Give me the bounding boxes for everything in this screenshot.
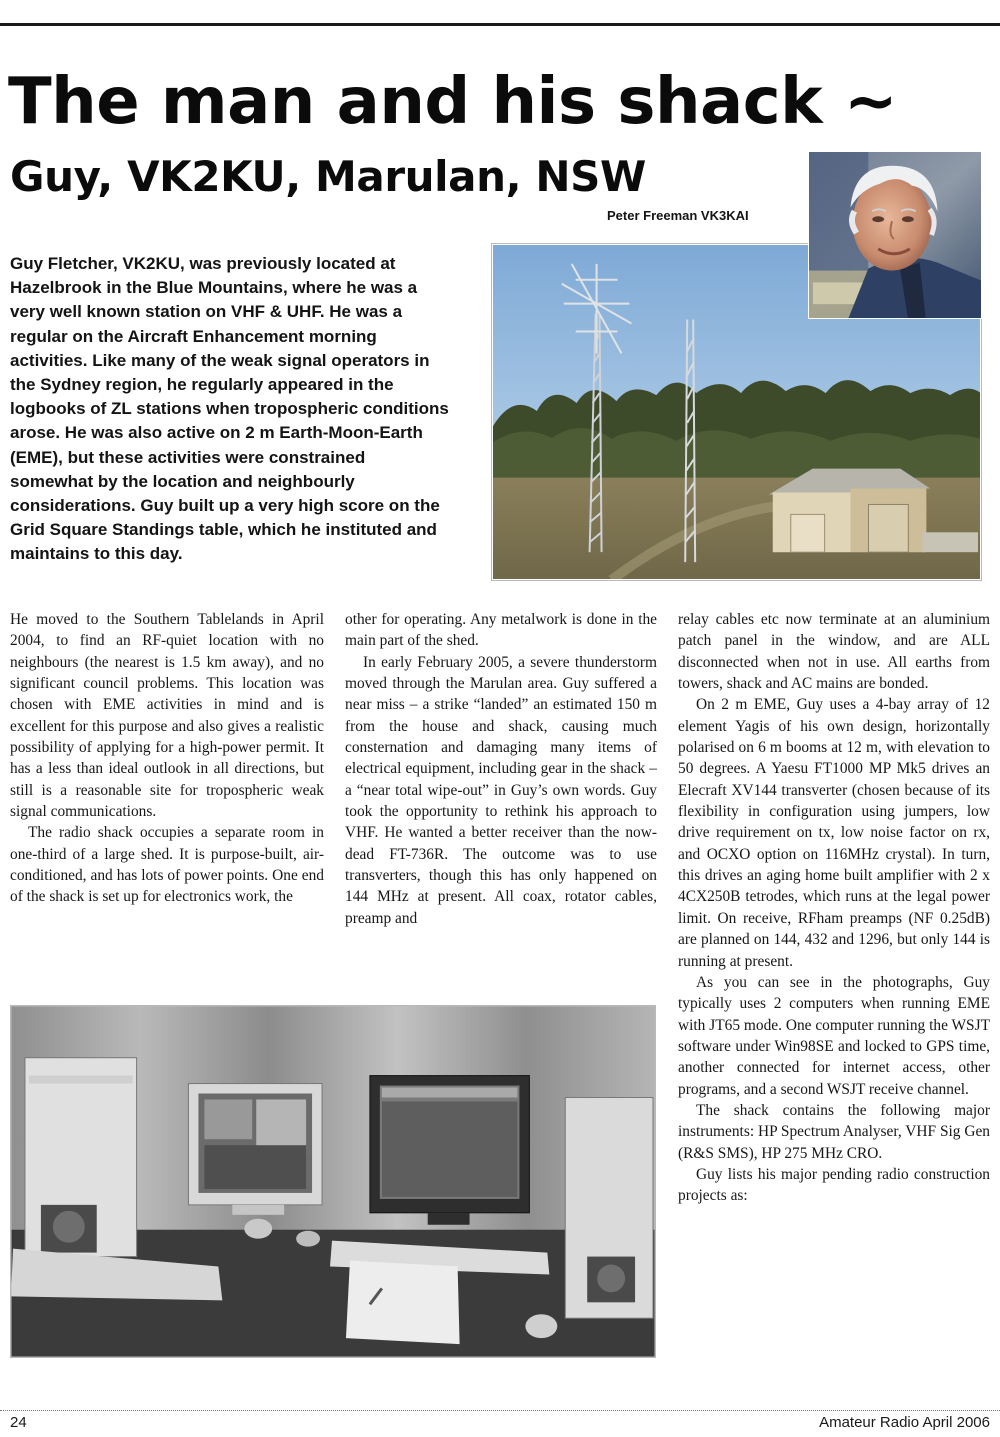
text-column-3 <box>678 609 990 1365</box>
body-paragraph: Guy lists his major pending radio construction projects as: <box>678 1165 990 1205</box>
intro-paragraph: Guy Fletcher, VK2KU, was previously located at Hazelbrook in the Blue Mountains, where he was a very well known station on VHF & UHF. He was a regular on the Aircraft Enhancement morning activities. Like many of the weak signal operators in the Sydney region, he regularly appeared in the logbooks of ZL stations when tropospheric conditions arose. He was also active on 2 m Earth-Moon-Earth (EME), but these activities were constrained somewhat by the location and neighbourly considerations. Guy built up a very high score on the Grid Square Standings table, which he instituted and maintains to this day. <box>10 254 449 564</box>
body-paragraph: He moved to the Southern Tablelands in April 2004, to find an RF-quiet location with no neighbours (the nearest is 1.5 km away), and no significant council problems. This location was chosen with EME activities in mind and is excellent for this purpose and also gives a realistic possibility of applying for a high-power permit. It has a less than ideal outlook in all directions, but still is a reasonable site for tropospheric weak signal communications. <box>10 611 324 821</box>
footer-rule <box>0 1410 1000 1412</box>
body-paragraph: In early February 2005, a severe thunderstorm moved through the Marulan area. Guy suffered a near miss – a strike “landed” an estimated 150 m from the house and shack, causing much consternation and damaging many items of electrical equipment, including gear in the shack – a “near total wipe-out” in Guy’s own words. Guy took the opportunity to rethink his approach to VHF. He wanted a better receiver than the now-dead FT-736R. The outcome was to use transverters, though this has only happened on 144 MHz at present. All coax, rotator cables, preamp and <box>345 653 657 927</box>
portrait-illustration <box>809 152 981 318</box>
article-title: The man and his shack ~ <box>8 65 898 139</box>
body-paragraph: other for operating. Any metalwork is done in the main part of the shed. <box>345 611 657 650</box>
body-paragraph: relay cables etc now terminate at an aluminium patch panel in the window, and are ALL disconnected when not in use. All earths from towers, shack and AC mains are bonded. <box>678 611 990 693</box>
author-byline: Peter Freeman VK3KAI <box>607 208 749 223</box>
page-number: 24 <box>10 1414 27 1431</box>
text-column-2 <box>345 609 657 999</box>
top-rule <box>0 23 1000 26</box>
desk-illustration <box>11 1006 655 1357</box>
text-column-1 <box>10 609 324 999</box>
body-paragraph: The radio shack occupies a separate room in one-third of a large shed. It is purpose-built, air-conditioned, and has lots of power points. One end of the shack is set up for electronics work, the <box>10 824 324 906</box>
article-subtitle: Guy, VK2KU, Marulan, NSW <box>10 152 646 201</box>
publication-name: Amateur Radio April 2006 <box>819 1414 990 1431</box>
shack-desk-photo <box>10 1005 656 1358</box>
portrait-photo <box>808 151 982 319</box>
body-paragraph: The shack contains the following major instruments: HP Spectrum Analyser, VHF Sig Gen (R&S SMS), HP 275 MHz CRO. <box>678 1101 990 1162</box>
body-paragraph: As you can see in the photographs, Guy typically uses 2 computers when running EME with JT65 mode. One computer running the WSJT software under Win98SE and locked to GPS time, another connected for internet access, other programs, and a second WSJT receive channel. <box>678 973 990 1098</box>
body-paragraph: On 2 m EME, Guy uses a 4-bay array of 12 element Yagis of his own design, horizontally polarised on 6 m booms at 12 m, with elevation to 50 degrees. A Yaesu FT1000 MP Mk5 drives an Elecraft XV144 transverter (chosen because of its flexibility in configuration using jumpers, low drive requirement on tx, low noise factor on rx, and OCXO option on 116MHz crystal). In turn, this drives an aging home built amplifier with 2 x 4CX250B tetrodes, which runs at the legal power limit. On receive, RFham preamps (NF 0.25dB) are planned on 144, 432 and 1296, but only 144 is running at present. <box>678 696 990 970</box>
